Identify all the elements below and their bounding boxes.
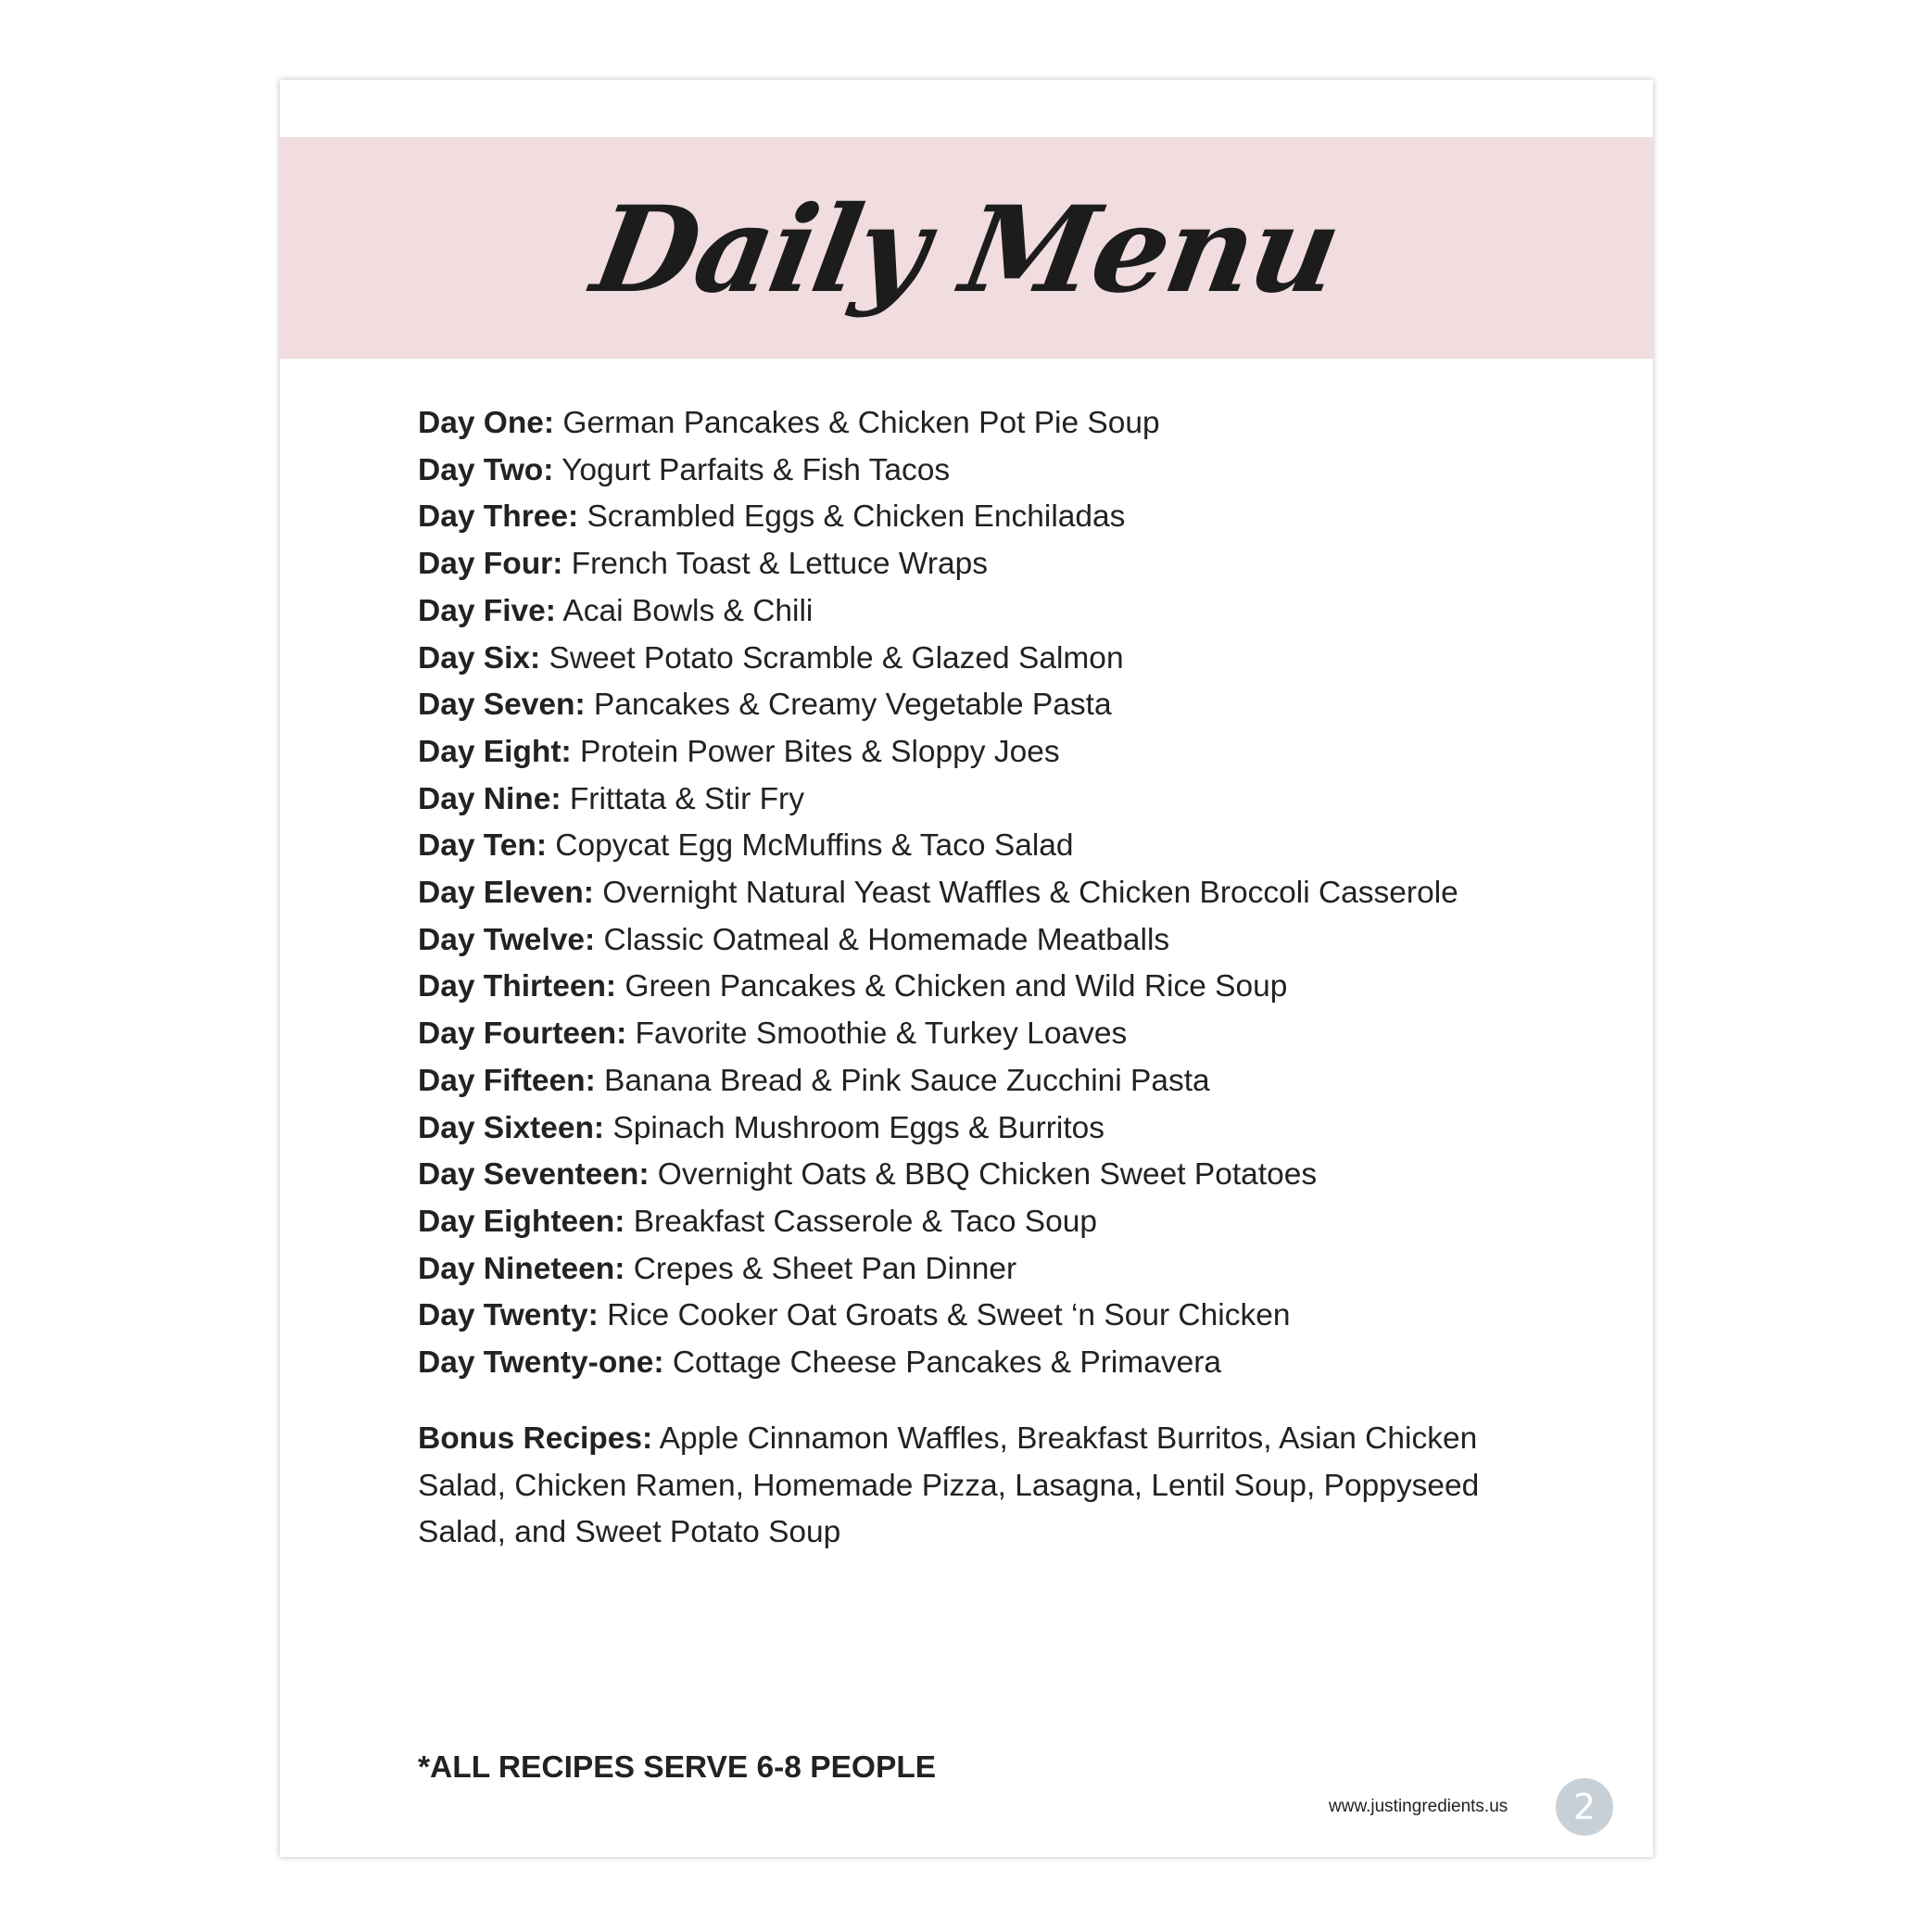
day-label: Day Three: xyxy=(418,499,579,535)
menu-item xyxy=(418,729,1458,777)
menu-item xyxy=(418,1246,1458,1294)
day-meals: Crepes & Sheet Pan Dinner xyxy=(625,1251,1017,1286)
menu-item xyxy=(418,1011,1458,1058)
menu-item xyxy=(418,964,1458,1011)
menu-item xyxy=(418,917,1458,965)
day-label: Day Thirteen: xyxy=(418,969,617,1004)
day-label: Day Eight: xyxy=(418,734,572,769)
menu-item xyxy=(418,541,1458,588)
day-label: Day Twelve: xyxy=(418,922,596,957)
day-meals: Breakfast Casserole & Taco Soup xyxy=(625,1204,1097,1239)
day-meals: Banana Bread & Pink Sauce Zucchini Pasta xyxy=(595,1063,1210,1098)
daily-menu-list xyxy=(418,400,1458,1387)
day-label: Day Nine: xyxy=(418,781,562,816)
menu-item xyxy=(418,777,1458,824)
menu-item xyxy=(418,1340,1458,1387)
website-url: www.justingredients.us xyxy=(1329,1797,1508,1816)
menu-item xyxy=(418,870,1458,917)
day-meals: Overnight Oats & BBQ Chicken Sweet Potatoes xyxy=(649,1157,1318,1193)
day-label: Day Five: xyxy=(418,593,556,628)
day-label: Day Fourteen: xyxy=(418,1017,627,1052)
day-meals: Rice Cooker Oat Groats & Sweet ‘n Sour Chicken xyxy=(598,1298,1291,1333)
day-meals: Pancakes & Creamy Vegetable Pasta xyxy=(585,688,1112,723)
menu-item xyxy=(418,1058,1458,1105)
day-meals: German Pancakes & Chicken Pot Pie Soup xyxy=(554,406,1160,440)
day-meals: Favorite Smoothie & Turkey Loaves xyxy=(626,1017,1128,1052)
day-label: Day Six: xyxy=(418,640,541,676)
day-meals: Scrambled Eggs & Chicken Enchiladas xyxy=(578,499,1126,535)
day-meals: Protein Power Bites & Sloppy Joes xyxy=(571,734,1060,769)
day-label: Day Seventeen: xyxy=(418,1157,650,1193)
day-meals: Sweet Potato Scramble & Glazed Salmon xyxy=(540,640,1124,676)
menu-item xyxy=(418,1152,1458,1199)
day-meals: Spinach Mushroom Eggs & Burritos xyxy=(604,1110,1105,1145)
day-label: Day Sixteen: xyxy=(418,1110,605,1145)
page-title: Daily Menu xyxy=(584,180,1349,320)
menu-item xyxy=(418,823,1458,870)
day-meals: French Toast & Lettuce Wraps xyxy=(562,547,989,582)
bonus-recipes xyxy=(418,1416,1530,1557)
day-label: Day Four: xyxy=(418,547,563,582)
title-banner xyxy=(280,137,1653,359)
document-page xyxy=(280,80,1653,1857)
day-label: Day Seven: xyxy=(418,688,586,723)
day-label: Day Ten: xyxy=(418,828,547,864)
day-label: Day Twenty: xyxy=(418,1298,599,1333)
day-label: Day Eleven: xyxy=(418,876,594,911)
day-label: Day One: xyxy=(418,406,555,440)
day-label: Day Twenty-one: xyxy=(418,1345,664,1381)
bonus-text: Apple Cinnamon Waffles, Breakfast Burritos, Asian Chicken Salad, Chicken Ramen, Homemade Pizza, Lasagna, Lentil Soup, Poppyseed Salad, and Sweet Potato Soup xyxy=(418,1421,1480,1550)
day-meals: Cottage Cheese Pancakes & Primavera xyxy=(663,1345,1221,1381)
day-label: Day Two: xyxy=(418,452,554,487)
menu-item xyxy=(418,636,1458,683)
menu-item xyxy=(418,1293,1458,1340)
day-meals: Overnight Natural Yeast Waffles & Chicken Broccoli Casserole xyxy=(593,876,1458,911)
page-number-badge: 2 xyxy=(1556,1778,1613,1836)
day-label: Day Nineteen: xyxy=(418,1251,625,1286)
menu-item xyxy=(418,400,1458,448)
day-meals: Frittata & Stir Fry xyxy=(561,781,804,816)
menu-item xyxy=(418,682,1458,729)
day-meals: Yogurt Parfaits & Fish Tacos xyxy=(553,452,951,487)
day-meals: Green Pancakes & Chicken and Wild Rice Soup xyxy=(616,969,1288,1004)
menu-item xyxy=(418,1105,1458,1153)
day-meals: Acai Bowls & Chili xyxy=(555,593,814,628)
menu-item xyxy=(418,1199,1458,1246)
day-meals: Classic Oatmeal & Homemade Meatballs xyxy=(595,922,1170,957)
bonus-label: Bonus Recipes: xyxy=(418,1421,653,1456)
day-label: Day Fifteen: xyxy=(418,1063,596,1098)
menu-item xyxy=(418,448,1458,495)
menu-item xyxy=(418,494,1458,541)
serving-note: *ALL RECIPES SERVE 6-8 PEOPLE xyxy=(418,1750,937,1785)
day-meals: Copycat Egg McMuffins & Taco Salad xyxy=(547,828,1074,864)
day-label: Day Eighteen: xyxy=(418,1204,625,1239)
menu-item xyxy=(418,588,1458,636)
